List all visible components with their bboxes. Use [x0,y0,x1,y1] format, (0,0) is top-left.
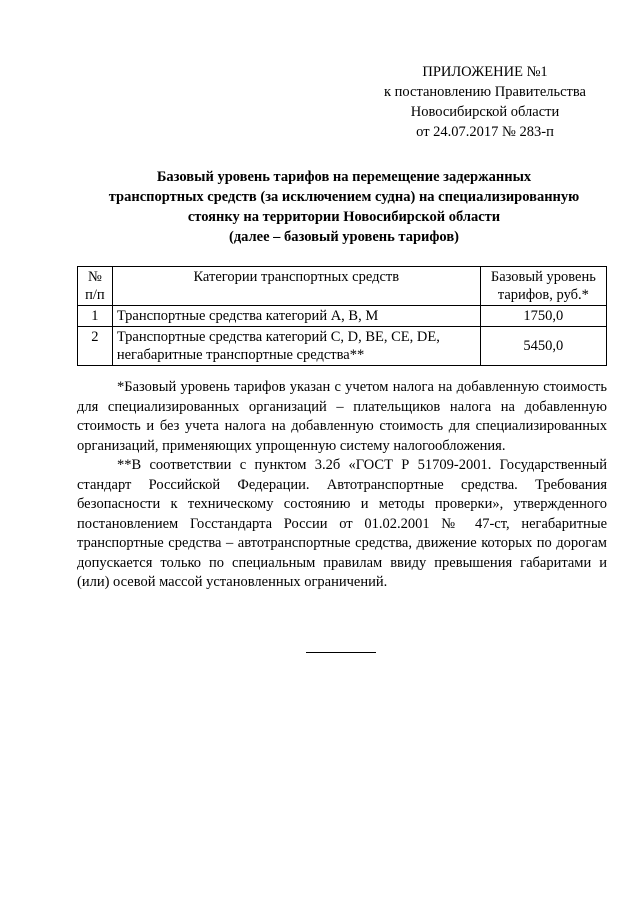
header-price-line-2: тарифов, руб.* [497,287,589,303]
title-line-4: (далее – базовый уровень тарифов) [229,229,459,245]
appendix-resolution: к постановлению Правительства [384,84,586,100]
tariff-table [77,266,607,366]
header-price-line-1: Базовый уровень [490,269,596,285]
title-line-3: стоянку на территории Новосибирской области [187,209,501,225]
row-number: 2 [78,327,113,366]
footnotes [77,378,607,593]
row-category-line-1: Транспортные средства категорий C, D, BE, CE, DE, [116,329,440,345]
document-title [80,167,608,247]
table-row [78,327,607,366]
row-price: 5450,0 [480,327,606,366]
footnote-oversized: **В соответствии с пунктом 3.2б «ГОСТ Р 51709-2001. Государственный стандарт Российской Федерации. Автотранспортные средства. Требования безопасности к техническому состоянию и методы проверки», утвержденного постановлением Госстандарта России от 01.02.2001 № 47-ст, негабаритные транспортные средства – автотранспортные средства, движение которых по дорогам допускается только по специальным правилам ввиду превышения габаритами и (или) осевой массой установленных ограничений. [77,457,607,590]
row-category-line-2: негабаритные транспортные средства** [116,347,365,363]
header-number-line-2: п/п [85,287,105,303]
appendix-date-number: от 24.07.2017 № 283-п [416,124,554,140]
row-category [112,327,480,366]
row-number: 1 [78,306,113,327]
header-category: Категории транспортных средств [112,267,480,306]
table-header-row [78,267,607,306]
appendix-header [380,62,590,142]
appendix-number: ПРИЛОЖЕНИЕ №1 [422,64,548,80]
row-price: 1750,0 [480,306,606,327]
footnote-vat: *Базовый уровень тарифов указан с учетом налога на добавленную стоимость для специализированных организаций – плательщиков налога на добавленную стоимость и без учета налога на добавленную стоимость для специализированных организаций, применяющих упрощенную систему налогообложения. [77,379,607,454]
end-divider-line [306,652,376,653]
header-number [78,267,113,306]
table-row [78,306,607,327]
header-number-line-1: № [88,269,102,285]
row-category-line-1: Транспортные средства категорий A, B, M [116,308,379,324]
row-category [112,306,480,327]
appendix-region: Новосибирской области [410,104,560,120]
title-line-2: транспортных средств (за исключением судна) на специализированную [108,189,580,205]
title-line-1: Базовый уровень тарифов на перемещение задержанных [156,169,532,185]
header-price [480,267,606,306]
